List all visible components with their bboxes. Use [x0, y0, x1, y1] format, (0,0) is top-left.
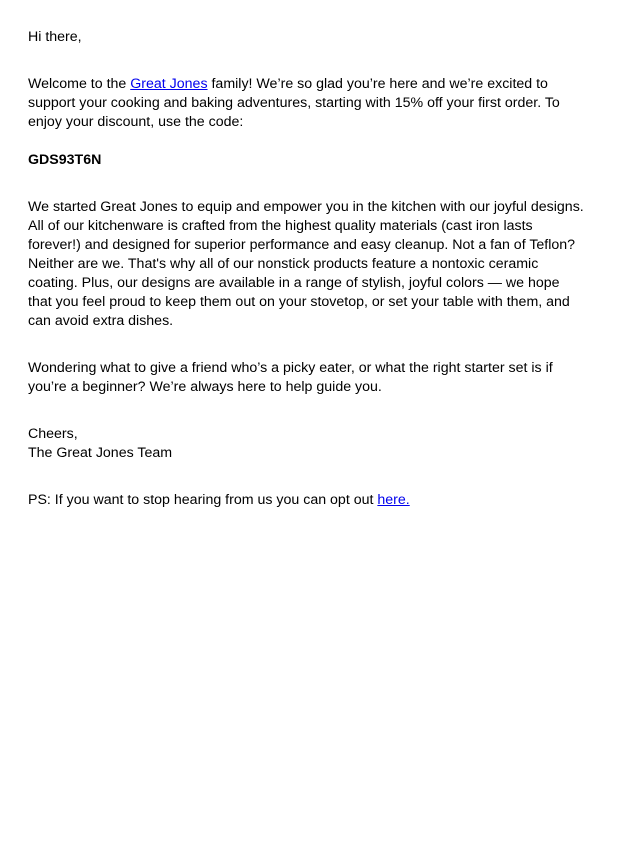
greeting-text: Hi there, — [28, 29, 82, 45]
ps-text: PS: If you want to stop hearing from us you can opt out — [28, 492, 378, 508]
welcome-text-start: Welcome to the — [28, 76, 131, 92]
welcome-text-end: family! We’re so glad you’re here and we’re excited to support your cooking and baking adventures, starting with 15% off your first order. To enjoy your discount, use the code: — [28, 76, 560, 130]
opt-out-link[interactable]: here. — [377, 492, 410, 508]
signature-text: The Great Jones Team — [28, 445, 173, 461]
brand-story-paragraph: We started Great Jones to equip and empower you in the kitchen with our joyful designs. All of our kitchenware is crafted from the highest quality materials (cast iron lasts forever!) and designed for superior performance and easy cleanup. Not a fan of Teflon? Neither are we. That's why all of our nonstick products feature a nontoxic ceramic coating. Plus, our designs are available in a range of stylish, joyful colors — we hope that you feel proud to keep them out on your stovetop, or set your table with them, and can avoid extra dishes. — [28, 199, 584, 329]
closing-text: Cheers, — [28, 426, 78, 442]
ps-paragraph — [28, 491, 584, 510]
signoff — [28, 425, 584, 463]
help-paragraph: Wondering what to give a friend who’s a picky eater, or what the right starter set is if you’re a beginner? We’re always here to help guide you. — [28, 360, 553, 395]
discount-code: GDS93T6N — [28, 152, 102, 168]
great-jones-link[interactable]: Great Jones — [130, 76, 208, 92]
welcome-paragraph — [28, 75, 584, 132]
